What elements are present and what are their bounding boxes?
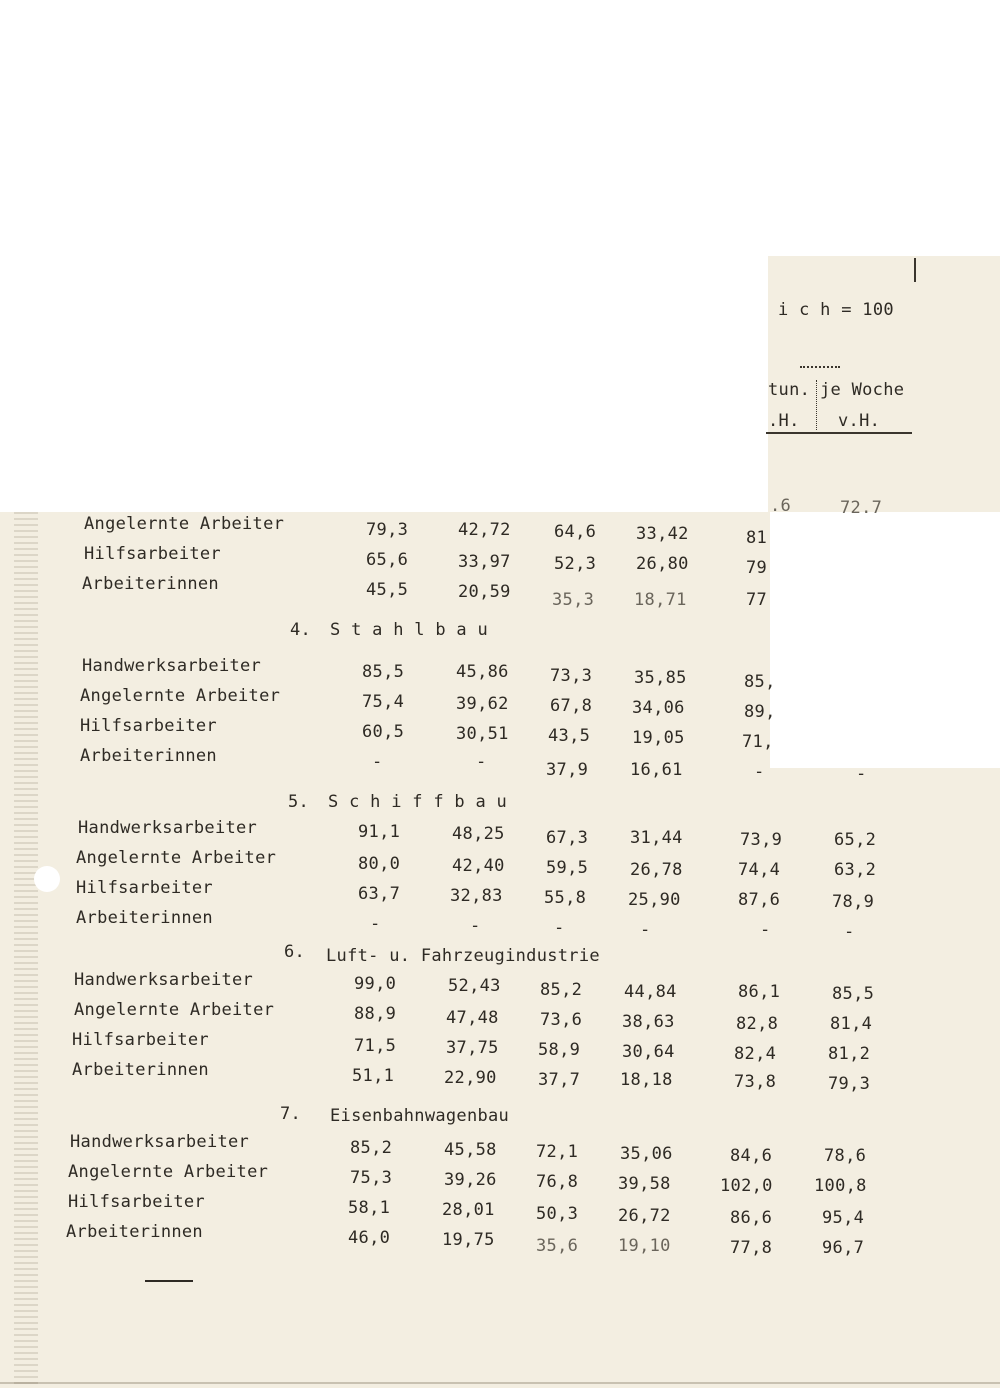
cell: 85,2 bbox=[540, 980, 583, 1000]
section-5-title: S c h i f f b a u bbox=[328, 792, 508, 812]
cell: 82,8 bbox=[736, 1014, 779, 1034]
cell: 20,59 bbox=[458, 582, 511, 602]
header-unit-left: .H. bbox=[768, 411, 800, 431]
end-dash-mark bbox=[145, 1280, 193, 1282]
partial-value-left: .6 bbox=[770, 496, 792, 516]
cell: 73,8 bbox=[734, 1072, 777, 1092]
cell: 73,3 bbox=[550, 666, 593, 686]
cell: 18,18 bbox=[620, 1070, 673, 1090]
cell: 85,5 bbox=[832, 984, 875, 1004]
cell: 95,4 bbox=[822, 1208, 865, 1228]
cell: 28,01 bbox=[442, 1200, 495, 1220]
row-label: Angelernte Arbeiter bbox=[80, 686, 281, 706]
section-7-number: 7. bbox=[280, 1104, 302, 1124]
cell: 71, bbox=[742, 732, 774, 752]
cell: 78,6 bbox=[824, 1146, 867, 1166]
row-label: Angelernte Arbeiter bbox=[84, 514, 285, 534]
row-label: Arbeiterinnen bbox=[76, 908, 213, 928]
cell: 79 bbox=[746, 558, 768, 578]
cell: 79,3 bbox=[828, 1074, 871, 1094]
cell: 31,44 bbox=[630, 828, 683, 848]
section-6-title: Luft- u. Fahrzeugindustrie bbox=[326, 946, 600, 966]
cell: 37,75 bbox=[446, 1038, 499, 1058]
cell: - bbox=[476, 752, 487, 772]
row-label: Arbeiterinnen bbox=[72, 1060, 209, 1080]
cell: 73,9 bbox=[740, 830, 783, 850]
cell: - bbox=[554, 918, 565, 938]
cell: 16,61 bbox=[630, 760, 683, 780]
cell: 72,1 bbox=[536, 1142, 579, 1162]
cell: 59,5 bbox=[546, 858, 589, 878]
cell: 75,4 bbox=[362, 692, 405, 712]
row-label: Handwerksarbeiter bbox=[82, 656, 262, 676]
header-tick-mark bbox=[914, 258, 916, 282]
cell: 96,7 bbox=[822, 1238, 865, 1258]
cell: 65,6 bbox=[366, 550, 409, 570]
cell: 85, bbox=[744, 672, 776, 692]
cell: 82,4 bbox=[734, 1044, 777, 1064]
cell: 50,3 bbox=[536, 1204, 579, 1224]
cell: 79,3 bbox=[366, 520, 409, 540]
cell: 77,8 bbox=[730, 1238, 773, 1258]
cell: 65,2 bbox=[834, 830, 877, 850]
cell: - bbox=[760, 920, 771, 940]
cell: 88,9 bbox=[354, 1004, 397, 1024]
cell: 39,62 bbox=[456, 694, 509, 714]
cell: 42,40 bbox=[452, 856, 505, 876]
cell: 42,72 bbox=[458, 520, 511, 540]
cell: 89, bbox=[744, 702, 776, 722]
cell: 58,1 bbox=[348, 1198, 391, 1218]
row-label: Handwerksarbeiter bbox=[78, 818, 258, 838]
row-label: Hilfsarbeiter bbox=[68, 1192, 205, 1212]
cell: 35,3 bbox=[552, 590, 595, 610]
cell: 71,5 bbox=[354, 1036, 397, 1056]
cell: - bbox=[470, 916, 481, 936]
punch-hole bbox=[34, 866, 60, 892]
cell: 58,9 bbox=[538, 1040, 581, 1060]
cell: 33,42 bbox=[636, 524, 689, 544]
cell: 100,8 bbox=[814, 1176, 867, 1196]
perforated-edge bbox=[14, 512, 38, 1388]
cell: 45,86 bbox=[456, 662, 509, 682]
cell: 86,6 bbox=[730, 1208, 773, 1228]
row-label: Arbeiterinnen bbox=[66, 1222, 203, 1242]
header-col-right: je Woche bbox=[820, 380, 905, 400]
cell: 25,90 bbox=[628, 890, 681, 910]
row-label: Hilfsarbeiter bbox=[84, 544, 221, 564]
section-4-number: 4. bbox=[290, 620, 312, 640]
section-4-title: S t a h l b a u bbox=[330, 620, 489, 640]
blank-region bbox=[770, 512, 1000, 768]
cell: 80,0 bbox=[358, 854, 401, 874]
cell: - bbox=[844, 922, 855, 942]
section-7-title: Eisenbahnwagenbau bbox=[330, 1106, 510, 1126]
cell: 32,83 bbox=[450, 886, 503, 906]
cell: 35,6 bbox=[536, 1236, 579, 1256]
cell: 39,58 bbox=[618, 1174, 671, 1194]
cell: - bbox=[856, 764, 867, 784]
cell: 81,4 bbox=[830, 1014, 873, 1034]
cell: 19,10 bbox=[618, 1236, 671, 1256]
cell: 45,58 bbox=[444, 1140, 497, 1160]
row-label: Angelernte Arbeiter bbox=[76, 848, 277, 868]
cell: 75,3 bbox=[350, 1168, 393, 1188]
cell: 85,2 bbox=[350, 1138, 393, 1158]
cell: - bbox=[370, 914, 381, 934]
cell: 87,6 bbox=[738, 890, 781, 910]
cell: - bbox=[754, 762, 765, 782]
row-label: Hilfsarbeiter bbox=[76, 878, 213, 898]
row-label: Angelernte Arbeiter bbox=[74, 1000, 275, 1020]
row-label: Handwerksarbeiter bbox=[74, 970, 254, 990]
row-label: Arbeiterinnen bbox=[82, 574, 219, 594]
header-col-left: tun. bbox=[768, 380, 811, 400]
row-label: Hilfsarbeiter bbox=[72, 1030, 209, 1050]
cell: 52,43 bbox=[448, 976, 501, 996]
cell: 26,72 bbox=[618, 1206, 671, 1226]
cell: 102,0 bbox=[720, 1176, 773, 1196]
header-rule bbox=[766, 432, 912, 434]
cell: 86,1 bbox=[738, 982, 781, 1002]
cell: 63,7 bbox=[358, 884, 401, 904]
cell: 64,6 bbox=[554, 522, 597, 542]
paper-bottom-edge bbox=[0, 1382, 1000, 1384]
cell: 18,71 bbox=[634, 590, 687, 610]
partial-value-right: 72.7 bbox=[840, 498, 883, 518]
section-5-number: 5. bbox=[288, 792, 310, 812]
cell: 77 bbox=[746, 590, 768, 610]
cell: 63,2 bbox=[834, 860, 877, 880]
cell: 51,1 bbox=[352, 1066, 395, 1086]
cell: 48,25 bbox=[452, 824, 505, 844]
header-unit-right: v.H. bbox=[838, 411, 881, 431]
row-label: Arbeiterinnen bbox=[80, 746, 217, 766]
row-label: Angelernte Arbeiter bbox=[68, 1162, 269, 1182]
cell: 46,0 bbox=[348, 1228, 391, 1248]
cell: 38,63 bbox=[622, 1012, 675, 1032]
cell: 33,97 bbox=[458, 552, 511, 572]
cell: 99,0 bbox=[354, 974, 397, 994]
row-label: Handwerksarbeiter bbox=[70, 1132, 250, 1152]
cell: 43,5 bbox=[548, 726, 591, 746]
cell: 73,6 bbox=[540, 1010, 583, 1030]
cell: 22,90 bbox=[444, 1068, 497, 1088]
header-dotted-line bbox=[800, 366, 840, 368]
header-divider bbox=[816, 380, 817, 430]
cell: 19,75 bbox=[442, 1230, 495, 1250]
cell: 37,9 bbox=[546, 760, 589, 780]
cell: 34,06 bbox=[632, 698, 685, 718]
cell: - bbox=[640, 920, 651, 940]
cell: 85,5 bbox=[362, 662, 405, 682]
cell: 30,51 bbox=[456, 724, 509, 744]
cell: 26,80 bbox=[636, 554, 689, 574]
cell: 74,4 bbox=[738, 860, 781, 880]
cell: 45,5 bbox=[366, 580, 409, 600]
cell: 39,26 bbox=[444, 1170, 497, 1190]
cell: 35,06 bbox=[620, 1144, 673, 1164]
cell: - bbox=[372, 752, 383, 772]
cell: 67,3 bbox=[546, 828, 589, 848]
cell: 55,8 bbox=[544, 888, 587, 908]
cell: 37,7 bbox=[538, 1070, 581, 1090]
cell: 91,1 bbox=[358, 822, 401, 842]
cell: 26,78 bbox=[630, 860, 683, 880]
cell: 52,3 bbox=[554, 554, 597, 574]
cell: 67,8 bbox=[550, 696, 593, 716]
row-label: Hilfsarbeiter bbox=[80, 716, 217, 736]
header-formula: i c h = 100 bbox=[778, 300, 894, 320]
cell: 78,9 bbox=[832, 892, 875, 912]
cell: 30,64 bbox=[622, 1042, 675, 1062]
cell: 76,8 bbox=[536, 1172, 579, 1192]
cell: 35,85 bbox=[634, 668, 687, 688]
cell: 84,6 bbox=[730, 1146, 773, 1166]
cell: 81 bbox=[746, 528, 768, 548]
cell: 60,5 bbox=[362, 722, 405, 742]
cell: 47,48 bbox=[446, 1008, 499, 1028]
cell: 44,84 bbox=[624, 982, 677, 1002]
section-6-number: 6. bbox=[284, 942, 306, 962]
cell: 19,05 bbox=[632, 728, 685, 748]
cell: 81,2 bbox=[828, 1044, 871, 1064]
